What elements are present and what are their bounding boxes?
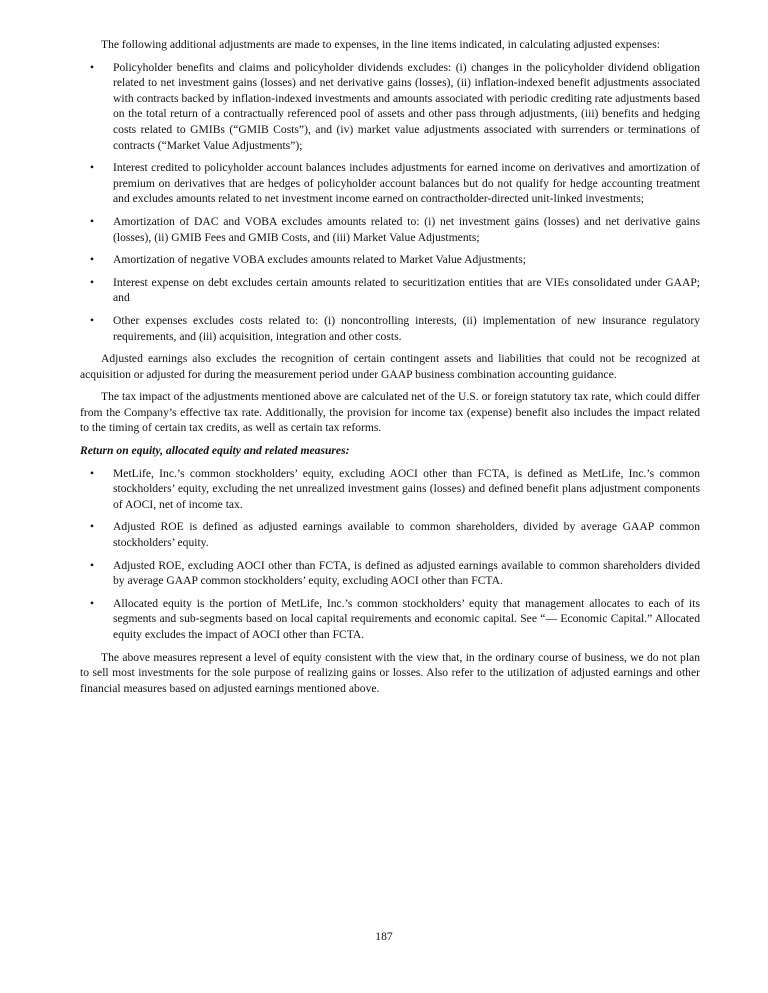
list-item: • Amortization of DAC and VOBA excludes amounts related to: (i) net investment gains (losses) and net derivative gains (losses), (ii) GMIB Fees and GMIB Costs, and (iii) Market Value Adjustments; bbox=[80, 214, 700, 245]
equity-measures-list bbox=[80, 466, 700, 643]
page-number: 187 bbox=[375, 930, 393, 943]
bullet-icon: • bbox=[90, 313, 95, 327]
list-item: • Interest credited to policyholder account balances includes adjustments for earned income on derivatives and amortization of premium on derivatives that are hedges of policyholder account balances but do not qualify for hedge accounting treatment and excludes amounts related to net investment income earned on contractholder-directed unit-linked investments; bbox=[80, 160, 700, 207]
list-item: • Policyholder benefits and claims and policyholder dividends excludes: (i) changes in the policyholder dividend obligation related to net investment gains (losses) and net derivative gains (losses), (ii) inflation-indexed benefit adjustments associated with contracts backed by inflation-indexed investments and amounts associated with periodic crediting rate adjustments based on the total return of a contractually referenced pool of assets and other pass through adjustments, (iii) benefits and hedging costs related to GMIBs (“GMIB Costs”), and (iv) market value adjustments associated with surrenders or terminations of contracts (“Market Value Adjustments”); bbox=[80, 60, 700, 154]
tax-paragraph: The tax impact of the adjustments mentioned above are calculated net of the U.S. or foreign statutory tax rate, which could differ from the Company’s effective tax rate. Additionally, the provision for income tax (expense) benefit also includes the impact related to the timing of certain tax credits, as well as certain tax reforms. bbox=[80, 390, 700, 435]
bullet-icon: • bbox=[90, 60, 95, 74]
list-item: • Adjusted ROE, excluding AOCI other than FCTA, is defined as adjusted earnings available to common shareholders divided by average GAAP common stockholders’ equity, excluding AOCI other than FCTA. bbox=[80, 558, 700, 589]
bullet-icon: • bbox=[90, 466, 95, 480]
list-item: • MetLife, Inc.’s common stockholders’ equity, excluding AOCI other than FCTA, is defined as MetLife, Inc.’s common stockholders’ equity, excluding the net unrealized investment gains (losses) and defined benefit plans adjustment components of AOCI, net of income tax. bbox=[80, 466, 700, 513]
bullet-icon: • bbox=[90, 520, 95, 534]
bullet-icon: • bbox=[90, 214, 95, 228]
page-content bbox=[80, 37, 700, 703]
intro-paragraph: The following additional adjustments are made to expenses, in the line items indicated, in calculating adjusted expenses: bbox=[101, 38, 660, 51]
expense-adjustments-list bbox=[80, 60, 700, 345]
section-heading: Return on equity, allocated equity and related measures: bbox=[80, 444, 350, 458]
closing-paragraph: The above measures represent a level of equity consistent with the view that, in the ordinary course of business, we do not plan to sell most investments for the sole purpose of realizing gains or losses. Also refer to the utilization of adjusted earnings and other financial measures based on adjusted earnings mentioned above. bbox=[80, 650, 700, 695]
bullet-icon: • bbox=[90, 596, 95, 610]
list-item: • Amortization of negative VOBA excludes amounts related to Market Value Adjustments; bbox=[80, 252, 700, 268]
bullet-icon: • bbox=[90, 275, 95, 289]
list-item: • Adjusted ROE is defined as adjusted earnings available to common shareholders, divided by average GAAP common stockholders’ equity. bbox=[80, 519, 700, 550]
bullet-icon: • bbox=[90, 253, 95, 267]
adjusted-earnings-paragraph: Adjusted earnings also excludes the recognition of certain contingent assets and liabilities that could not be recognized at acquisition or adjusted for during the measurement period under GAAP business combination accounting guidance. bbox=[80, 352, 700, 381]
list-item: • Other expenses excludes costs related to: (i) noncontrolling interests, (ii) implementation of new insurance regulatory requirements, and (iii) acquisition, integration and other costs. bbox=[80, 313, 700, 344]
list-item: • Interest expense on debt excludes certain amounts related to securitization entities that are VIEs consolidated under GAAP; and bbox=[80, 275, 700, 306]
list-item: • Allocated equity is the portion of MetLife, Inc.’s common stockholders’ equity that management allocates to each of its segments and sub-segments based on local capital requirements and economic capital. See “— Economic Capital.” Allocated equity excludes the impact of AOCI other than FCTA. bbox=[80, 596, 700, 643]
bullet-icon: • bbox=[90, 161, 95, 175]
bullet-icon: • bbox=[90, 558, 95, 572]
